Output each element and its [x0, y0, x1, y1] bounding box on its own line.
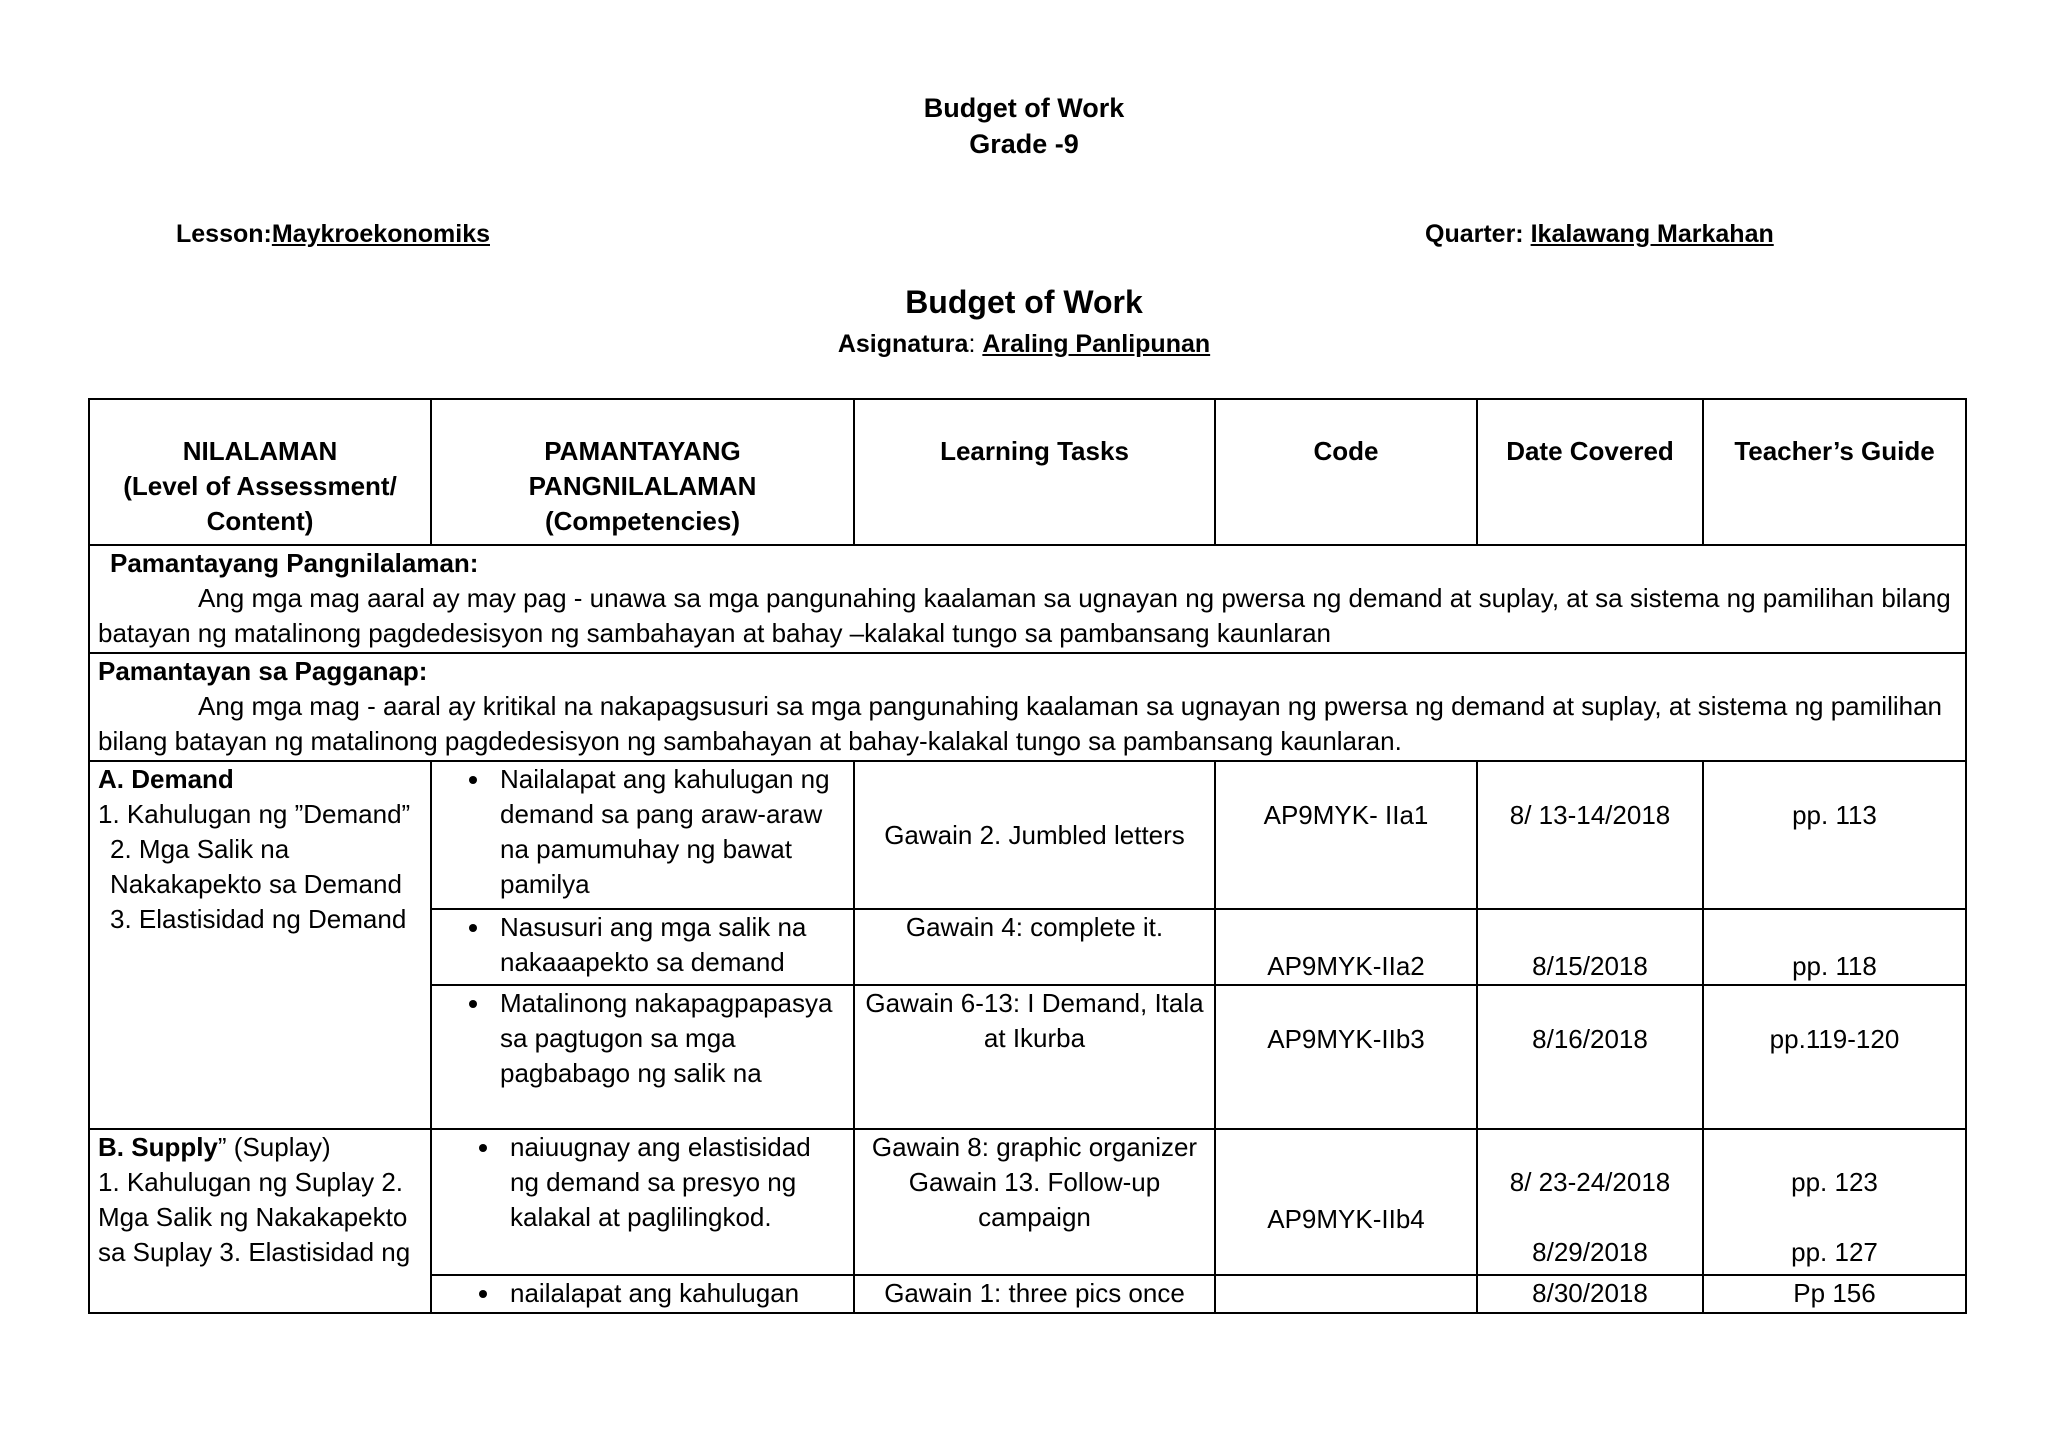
date-cell: 8/15/2018 [1477, 909, 1703, 985]
guide-cell: Pp 156 [1703, 1275, 1966, 1313]
header-row [89, 399, 1966, 545]
performance-standard-title: Pamantayan sa Pagganap: [98, 656, 428, 686]
subject-label: Asignatura [837, 330, 969, 358]
quarter-line [1425, 220, 1774, 249]
code-cell: AP9MYK-IIb3 [1215, 985, 1477, 1129]
date-line: 8/ 23-24/2018 [1509, 1167, 1671, 1197]
task-cell: Gawain 1: three pics once [854, 1275, 1215, 1313]
competency-item: • Nasusuri ang mga salik na nakaaapekto sa demand [492, 910, 845, 980]
section-a-heading: A. Demand [98, 764, 234, 794]
header-code: Code [1215, 399, 1477, 545]
date-cell: 8/ 13-14/2018 [1477, 761, 1703, 909]
guide-cell: pp. 118 [1703, 909, 1966, 985]
guide-cell: pp. 113 [1703, 761, 1966, 909]
date-cell: 8/30/2018 [1477, 1275, 1703, 1313]
content-standard-row [89, 545, 1966, 653]
guide-cell: pp.119-120 [1703, 985, 1966, 1129]
section-b-heading: B. Supply [98, 1132, 218, 1162]
task-line: Gawain 8: graphic organizer [871, 1132, 1198, 1162]
code-cell: AP9MYK- IIa1 [1215, 761, 1477, 909]
section-a-item: 3. Elastisidad ng Demand [110, 904, 407, 934]
header-standards: PAMANTAYANG PANGNILALAMAN (Competencies) [431, 399, 854, 545]
section-a-item: 2. Mga Salik na Nakakapekto sa Demand [110, 834, 402, 899]
guide-line: pp. 127 [1791, 1237, 1878, 1267]
section-b-heading-suffix: ” (Suplay) [217, 1132, 331, 1162]
section-a-cell [89, 761, 431, 1129]
performance-standard-row [89, 653, 1966, 761]
subject-line: Asignatura: Araling Panlipunan [837, 330, 1211, 358]
task-cell: Gawain 6-13: I Demand, Itala at Ikurba [854, 985, 1215, 1129]
section-title: Budget of Work [905, 284, 1143, 320]
date-line: 8/29/2018 [1532, 1237, 1648, 1267]
document-title [0, 90, 2048, 162]
table-row [89, 1129, 1966, 1275]
content-standard-title: Pamantayang Pangnilalaman: [110, 548, 479, 578]
budget-table [88, 398, 1967, 1314]
lesson-value: Maykroekonomiks [271, 220, 490, 248]
competency-item: • nailalapat ang kahulugan [502, 1276, 845, 1311]
date-cell: 8/16/2018 [1477, 985, 1703, 1129]
performance-standard-text: Ang mga mag - aaral ay kritikal na nakapagsusuri sa mga pangunahing kaalaman sa ugnayan ng pwersa ng demand at suplay, at sistema ng pamilihan bilang batayan ng matalinong pagdedesisyon ng sambahayan at bahay-kalakal tungo sa pambansang kaunlaran. [98, 691, 1943, 756]
header-content: NILALAMAN (Level of Assessment/ Content) [89, 399, 431, 545]
subject-value: Araling Panlipunan [982, 330, 1211, 358]
quarter-value: Ikalawang Markahan [1530, 220, 1774, 248]
quarter-label: Quarter: [1425, 220, 1524, 248]
task-cell [854, 1129, 1215, 1275]
guide-cell [1703, 1129, 1966, 1275]
table-row [89, 761, 1966, 909]
content-standard-text: Ang mga mag aaral ay may pag - unawa sa mga pangunahing kaalaman sa ugnayan ng pwersa ng demand at suplay, at sa sistema ng pamilihan bilang batayan ng matalinong pagdedesisyon ng sambahayan at bahay –kalakal tungo sa pambansang kaunlaran [98, 583, 1951, 648]
code-cell: AP9MYK-IIa2 [1215, 909, 1477, 985]
header-date: Date Covered [1477, 399, 1703, 545]
section-a-item: 1. Kahulugan ng ”Demand” [98, 799, 411, 829]
header-guide: Teacher’s Guide [1703, 399, 1966, 545]
title-line: Budget of Work [923, 93, 1125, 123]
lesson-label: Lesson: [176, 220, 272, 248]
guide-line: pp. 123 [1791, 1167, 1878, 1197]
competency-item: • Matalinong nakapagpapasya sa pagtugon sa mga pagbabago ng salik na [492, 986, 845, 1091]
grade-line: Grade -9 [969, 129, 1079, 159]
date-cell [1477, 1129, 1703, 1275]
section-b-cell [89, 1129, 431, 1313]
competency-item: • naiuugnay ang elastisidad ng demand sa presyo ng kalakal at paglilingkod. [502, 1130, 845, 1235]
header-tasks: Learning Tasks [854, 399, 1215, 545]
task-cell: Gawain 4: complete it. [854, 909, 1215, 985]
section-b-text: 1. Kahulugan ng Suplay 2. Mga Salik ng Nakakapekto sa Suplay 3. Elastisidad ng [98, 1167, 411, 1267]
lesson-line [176, 220, 490, 249]
code-cell [1215, 1275, 1477, 1313]
competency-item: • Nailalapat ang kahulugan ng demand sa pang araw-araw na pamumuhay ng bawat pamilya [492, 762, 845, 902]
task-line: Gawain 13. Follow-up campaign [908, 1167, 1161, 1232]
code-cell: AP9MYK-IIb4 [1215, 1129, 1477, 1275]
task-cell: Gawain 2. Jumbled letters [854, 761, 1215, 909]
